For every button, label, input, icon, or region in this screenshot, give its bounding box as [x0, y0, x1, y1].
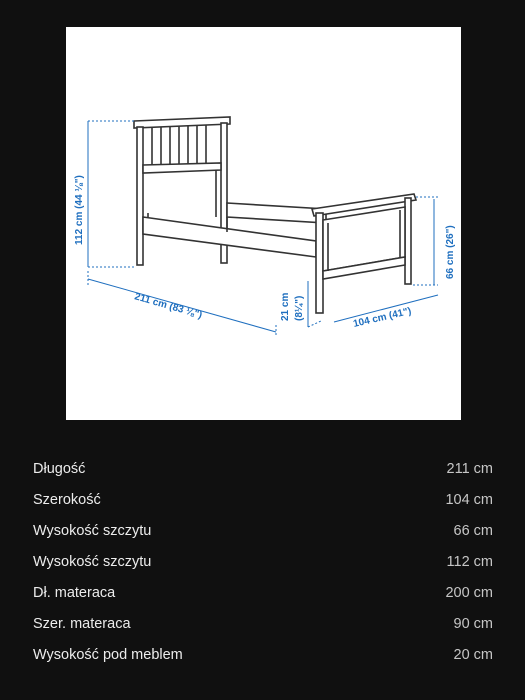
- bed-drawing: [134, 117, 416, 313]
- spec-label: Wysokość szczytu: [33, 522, 152, 539]
- spec-value: 112 cm: [446, 553, 493, 570]
- spec-value: 200 cm: [445, 584, 493, 601]
- spec-label: Wysokość szczytu: [33, 553, 152, 570]
- width-104-label: 104 cm (41"): [352, 305, 413, 330]
- spec-value: 104 cm: [445, 491, 493, 508]
- spec-label: Wysokość pod meblem: [33, 646, 183, 663]
- spec-value: 211 cm: [446, 460, 493, 477]
- spec-row-headboard-height: [33, 546, 493, 577]
- length-211-label: 211 cm (83 ⅛"): [133, 291, 204, 322]
- bed-dimension-diagram: [66, 27, 461, 420]
- dimensions-list: [33, 453, 493, 670]
- spec-row-length: [33, 453, 493, 484]
- spec-label: Długość: [33, 460, 86, 477]
- spec-row-mattress-length: [33, 577, 493, 608]
- spec-label: Szerokość: [33, 491, 101, 508]
- spec-value: 20 cm: [453, 646, 493, 663]
- spec-label: Dł. materaca: [33, 584, 116, 601]
- underbed-8-label: (8¼"): [294, 295, 305, 321]
- spec-row-footboard-height: [33, 515, 493, 546]
- spec-row-mattress-width: [33, 608, 493, 639]
- height-112-label: 112 cm (44 ⅛"): [74, 175, 85, 245]
- spec-label: Szer. materaca: [33, 615, 131, 632]
- underbed-21-label: 21 cm: [280, 292, 291, 321]
- product-dimension-image: [66, 27, 461, 420]
- spec-value: 90 cm: [453, 615, 493, 632]
- spec-row-width: [33, 484, 493, 515]
- spec-row-underbed-height: [33, 639, 493, 670]
- footboard-66-label: 66 cm (26"): [445, 225, 456, 279]
- spec-value: 66 cm: [453, 522, 493, 539]
